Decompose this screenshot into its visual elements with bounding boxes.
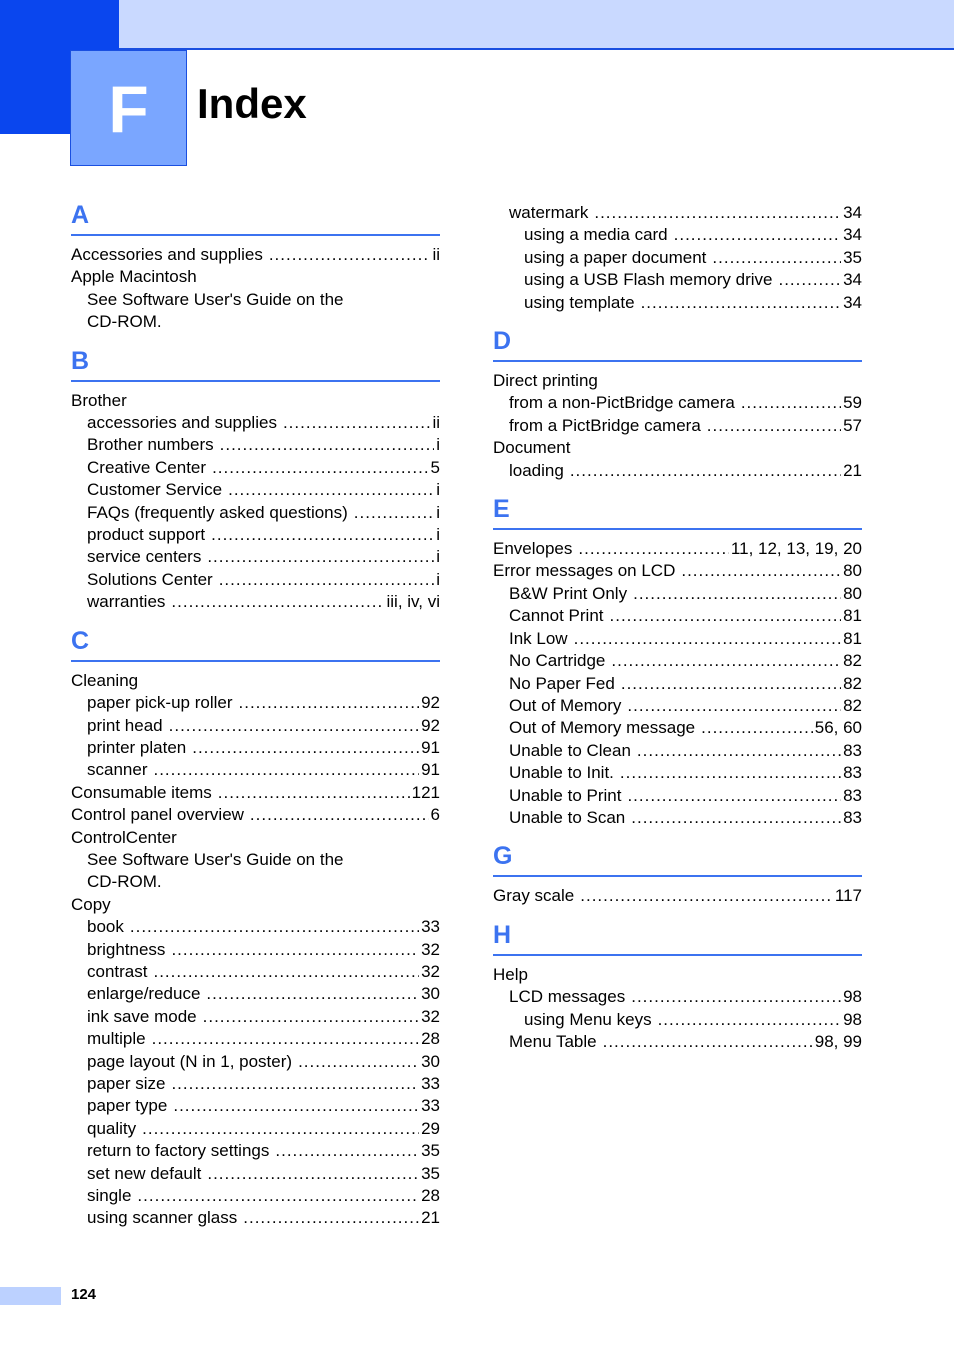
index-column-right [493, 202, 862, 1053]
entry-page-ref: 82 [843, 651, 862, 671]
entry-page-ref: 80 [843, 583, 862, 603]
dot-leader [153, 759, 419, 781]
chapter-letter-box: F [70, 50, 187, 166]
dot-leader [621, 673, 841, 695]
entry-term: Out of Memory message [509, 718, 696, 738]
index-entry [71, 1118, 440, 1140]
entry-term: Consumable items [71, 782, 212, 802]
dot-leader [207, 546, 434, 568]
index-entry [493, 740, 862, 762]
entry-term: Control panel overview [71, 805, 244, 825]
index-entry [493, 437, 862, 459]
entry-page-ref: i [436, 547, 440, 567]
entry-page-ref: 34 [843, 270, 862, 290]
dot-leader [203, 1006, 419, 1028]
entry-term: printer platen [87, 737, 187, 757]
index-entry [71, 894, 440, 916]
entry-page-ref: 121 [411, 782, 440, 802]
entry-term: ink save mode [87, 1006, 197, 1026]
index-entry [71, 434, 440, 456]
index-entry [493, 785, 862, 807]
index-entry [493, 202, 862, 224]
dot-leader [142, 1118, 419, 1140]
dot-leader [250, 804, 429, 826]
index-entry [71, 289, 440, 311]
entry-term: Menu Table [509, 1031, 597, 1051]
entry-term: ControlCenter [71, 827, 177, 847]
entry-page-ref: 57 [843, 415, 862, 435]
dot-leader [578, 538, 729, 560]
entry-page-ref: 98, 99 [814, 1031, 862, 1051]
index-entry [71, 782, 440, 804]
index-entry [71, 670, 440, 692]
index-entry [71, 983, 440, 1005]
entry-term: Customer Service [87, 480, 223, 500]
entry-term: return to factory settings [87, 1141, 270, 1161]
dot-leader [130, 916, 419, 938]
index-entry [71, 1051, 440, 1073]
entry-term: using a paper document [524, 247, 707, 267]
header-band [0, 0, 954, 49]
dot-leader [574, 628, 841, 650]
index-entry [493, 292, 862, 314]
entry-page-ref: 32 [421, 1006, 440, 1026]
entry-term: B&W Print Only [509, 583, 628, 603]
dot-leader [631, 986, 841, 1008]
index-entry [71, 546, 440, 568]
entry-term: paper pick-up roller [87, 693, 233, 713]
index-entry [71, 457, 440, 479]
entry-page-ref: iii, iv, vi [386, 592, 440, 612]
entry-page-ref: 33 [421, 1096, 440, 1116]
index-entry [493, 673, 862, 695]
entry-page-ref: 30 [421, 1051, 440, 1071]
entry-term: CD-ROM. [87, 312, 162, 332]
entry-term: service centers [87, 547, 202, 567]
index-entry [71, 266, 440, 288]
entry-page-ref: 33 [421, 917, 440, 937]
entry-page-ref: 91 [421, 760, 440, 780]
dot-leader [137, 1185, 419, 1207]
dot-leader [603, 1031, 813, 1053]
dot-leader [707, 415, 841, 437]
dot-leader [570, 460, 841, 482]
entry-term: accessories and supplies [87, 413, 277, 433]
entry-page-ref: 21 [421, 1208, 440, 1228]
entry-page-ref: i [436, 502, 440, 522]
index-entry [71, 502, 440, 524]
entry-term: using scanner glass [87, 1208, 238, 1228]
entry-page-ref: 21 [843, 460, 862, 480]
entry-term: Solutions Center [87, 569, 213, 589]
entry-term: Document [493, 438, 571, 458]
entry-term: multiple [87, 1029, 146, 1049]
index-entry [493, 269, 862, 291]
index-entry [493, 583, 862, 605]
entry-term: loading [509, 460, 564, 480]
entry-page-ref: 34 [843, 225, 862, 245]
entry-page-ref: 81 [843, 628, 862, 648]
entry-term: Cannot Print [509, 606, 604, 626]
entry-page-ref: 92 [421, 693, 440, 713]
dot-leader [620, 762, 841, 784]
dot-leader [171, 1073, 419, 1095]
entry-term: Gray scale [493, 886, 575, 906]
entry-term: from a non-PictBridge camera [509, 393, 735, 413]
index-entry [493, 807, 862, 829]
entry-term: using a media card [524, 225, 668, 245]
index-entry [71, 759, 440, 781]
entry-term: Unable to Clean [509, 740, 631, 760]
dot-leader [701, 717, 813, 739]
dot-leader [641, 292, 842, 314]
entry-term: contrast [87, 961, 148, 981]
index-entry [493, 628, 862, 650]
dot-leader [269, 244, 431, 266]
section-heading: D [493, 326, 862, 362]
entry-term: Copy [71, 894, 111, 914]
section-heading: A [71, 200, 440, 236]
entry-page-ref: 83 [843, 740, 862, 760]
index-entry [71, 311, 440, 333]
index-entry [71, 1095, 440, 1117]
entry-term: quality [87, 1118, 137, 1138]
entry-page-ref: 29 [421, 1118, 440, 1138]
entry-page-ref: 11, 12, 13, 19, 20 [730, 539, 862, 559]
dot-leader [275, 1140, 419, 1162]
dot-leader [171, 591, 384, 613]
dot-leader [580, 885, 833, 907]
entry-page-ref: 82 [843, 673, 862, 693]
entry-term: book [87, 917, 124, 937]
index-entry [71, 412, 440, 434]
entry-page-ref: 91 [421, 737, 440, 757]
dot-leader [741, 392, 841, 414]
entry-page-ref: i [436, 569, 440, 589]
dot-leader [206, 983, 419, 1005]
index-entry [493, 605, 862, 627]
entry-term: Unable to Scan [509, 807, 626, 827]
entry-term: Unable to Print [509, 785, 622, 805]
dot-leader [283, 412, 430, 434]
entry-page-ref: ii [432, 413, 440, 433]
index-entry [493, 964, 862, 986]
entry-page-ref: 33 [421, 1074, 440, 1093]
entry-page-ref: 56, 60 [814, 718, 862, 738]
entry-term: scanner [87, 760, 148, 780]
index-entry [71, 1207, 440, 1229]
index-entry [71, 1140, 440, 1162]
index-column-left [71, 200, 440, 1230]
entry-term: Cleaning [71, 670, 139, 690]
dot-leader [610, 605, 842, 627]
index-entry [71, 1073, 440, 1095]
entry-page-ref: i [436, 525, 440, 545]
footer-bar [0, 1287, 61, 1305]
index-entry [71, 1163, 440, 1185]
index-entry [71, 1028, 440, 1050]
dot-leader [228, 479, 434, 501]
dot-leader [153, 961, 419, 983]
dot-leader [631, 807, 841, 829]
entry-term: CD-ROM. [87, 872, 162, 892]
dot-leader [611, 650, 841, 672]
dot-leader [218, 782, 410, 804]
entry-term: See Software User's Guide on the [87, 289, 344, 309]
index-entry [71, 524, 440, 546]
dot-leader [169, 715, 419, 737]
entry-page-ref: 28 [421, 1029, 440, 1049]
dot-leader [171, 939, 419, 961]
dot-leader [207, 1163, 419, 1185]
entry-term: warranties [87, 592, 166, 612]
dot-leader [173, 1095, 419, 1117]
index-entry [493, 370, 862, 392]
dot-leader [243, 1207, 419, 1229]
dot-leader [633, 583, 841, 605]
entry-page-ref: 28 [421, 1186, 440, 1206]
index-entry [71, 737, 440, 759]
entry-page-ref: ii [432, 245, 440, 264]
dot-leader [712, 247, 841, 269]
dot-leader [219, 569, 435, 591]
entry-page-ref: 117 [834, 886, 862, 906]
entry-page-ref: 5 [430, 457, 440, 477]
index-entry [71, 961, 440, 983]
dot-leader [637, 740, 841, 762]
section-heading: E [493, 494, 862, 530]
entry-term: from a PictBridge camera [509, 415, 701, 435]
entry-term: See Software User's Guide on the [87, 849, 344, 869]
entry-page-ref: 34 [843, 203, 862, 222]
index-entry [71, 916, 440, 938]
entry-page-ref: 98 [843, 987, 862, 1007]
entry-term: using a USB Flash memory drive [524, 270, 773, 290]
index-entry [71, 827, 440, 849]
entry-page-ref: 92 [421, 715, 440, 735]
entry-page-ref: 83 [843, 763, 862, 783]
entry-page-ref: 80 [843, 561, 862, 581]
entry-page-ref: i [436, 480, 440, 500]
dot-leader [220, 434, 435, 456]
index-entry [493, 415, 862, 437]
page-number: 124 [71, 1286, 97, 1303]
entry-page-ref: 30 [421, 984, 440, 1004]
entry-page-ref: 6 [430, 805, 440, 825]
header-rule [118, 48, 954, 50]
entry-term: paper size [87, 1074, 166, 1093]
entry-page-ref: 32 [421, 961, 440, 981]
dot-leader [627, 785, 841, 807]
dot-leader [354, 502, 434, 524]
entry-term: No Cartridge [509, 651, 606, 671]
entry-term: No Paper Fed [509, 673, 615, 693]
index-entry [493, 695, 862, 717]
index-entry [493, 1031, 862, 1053]
index-entry [493, 538, 862, 560]
entry-page-ref: 35 [843, 247, 862, 267]
entry-term: watermark [509, 203, 589, 222]
dot-leader [594, 202, 841, 224]
entry-page-ref: 98 [843, 1009, 862, 1029]
entry-term: Envelopes [493, 539, 573, 559]
index-entry [71, 591, 440, 613]
index-entry [71, 871, 440, 893]
index-entry [71, 479, 440, 501]
entry-term: brightness [87, 939, 166, 959]
entry-term: enlarge/reduce [87, 984, 201, 1004]
section-heading: C [71, 626, 440, 662]
entry-page-ref: 34 [843, 292, 862, 312]
entry-term: Creative Center [87, 457, 207, 477]
dot-leader [681, 560, 841, 582]
index-entry [71, 244, 440, 266]
index-entry [493, 1009, 862, 1031]
entry-term: print head [87, 715, 163, 735]
entry-page-ref: 81 [843, 606, 862, 626]
entry-term: set new default [87, 1163, 202, 1183]
entry-page-ref: 82 [843, 695, 862, 715]
entry-term: Direct printing [493, 371, 598, 391]
index-entry [71, 569, 440, 591]
entry-page-ref: 32 [421, 939, 440, 959]
dot-leader [152, 1028, 419, 1050]
entry-term: using Menu keys [524, 1009, 652, 1029]
entry-term: Error messages on LCD [493, 561, 676, 581]
entry-page-ref: 35 [421, 1163, 440, 1183]
entry-term: Out of Memory [509, 695, 622, 715]
entry-term: Ink Low [509, 628, 568, 648]
entry-page-ref: 83 [843, 785, 862, 805]
index-entry [71, 849, 440, 871]
index-entry [493, 392, 862, 414]
dot-leader [778, 269, 841, 291]
index-entry [493, 650, 862, 672]
dot-leader [212, 457, 428, 479]
dot-leader [674, 224, 841, 246]
dot-leader [192, 737, 419, 759]
entry-term: page layout (N in 1, poster) [87, 1051, 293, 1071]
index-entry [71, 1185, 440, 1207]
section-heading: H [493, 920, 862, 956]
index-entry [71, 1006, 440, 1028]
section-heading: B [71, 346, 440, 382]
index-entry [493, 560, 862, 582]
index-entry [493, 717, 862, 739]
index-entry [71, 692, 440, 714]
entry-page-ref: i [436, 435, 440, 455]
index-entry [71, 804, 440, 826]
index-entry [493, 247, 862, 269]
entry-term: Brother [71, 390, 127, 410]
entry-term: paper type [87, 1096, 168, 1116]
entry-term: LCD messages [509, 987, 626, 1007]
index-entry [493, 460, 862, 482]
dot-leader [239, 692, 420, 714]
entry-term: Brother numbers [87, 435, 214, 455]
index-entry [493, 986, 862, 1008]
entry-term: Apple Macintosh [71, 267, 197, 287]
entry-term: Unable to Init. [509, 763, 614, 783]
section-heading: G [493, 841, 862, 877]
entry-page-ref: 59 [843, 393, 862, 413]
dot-leader [627, 695, 841, 717]
entry-term: FAQs (frequently asked questions) [87, 502, 348, 522]
entry-term: Accessories and supplies [71, 245, 263, 264]
dot-leader [658, 1009, 842, 1031]
index-entry [71, 390, 440, 412]
index-entry [493, 224, 862, 246]
index-entry [71, 939, 440, 961]
entry-page-ref: 83 [843, 807, 862, 827]
page-title: Index [197, 80, 307, 127]
index-entry [493, 762, 862, 784]
dot-leader [211, 524, 434, 546]
entry-term: using template [524, 292, 635, 312]
index-entry [493, 885, 862, 907]
entry-term: Help [493, 964, 528, 984]
index-entry [71, 715, 440, 737]
entry-term: product support [87, 525, 206, 545]
entry-page-ref: 35 [421, 1141, 440, 1161]
dot-leader [298, 1051, 419, 1073]
entry-term: single [87, 1186, 132, 1206]
